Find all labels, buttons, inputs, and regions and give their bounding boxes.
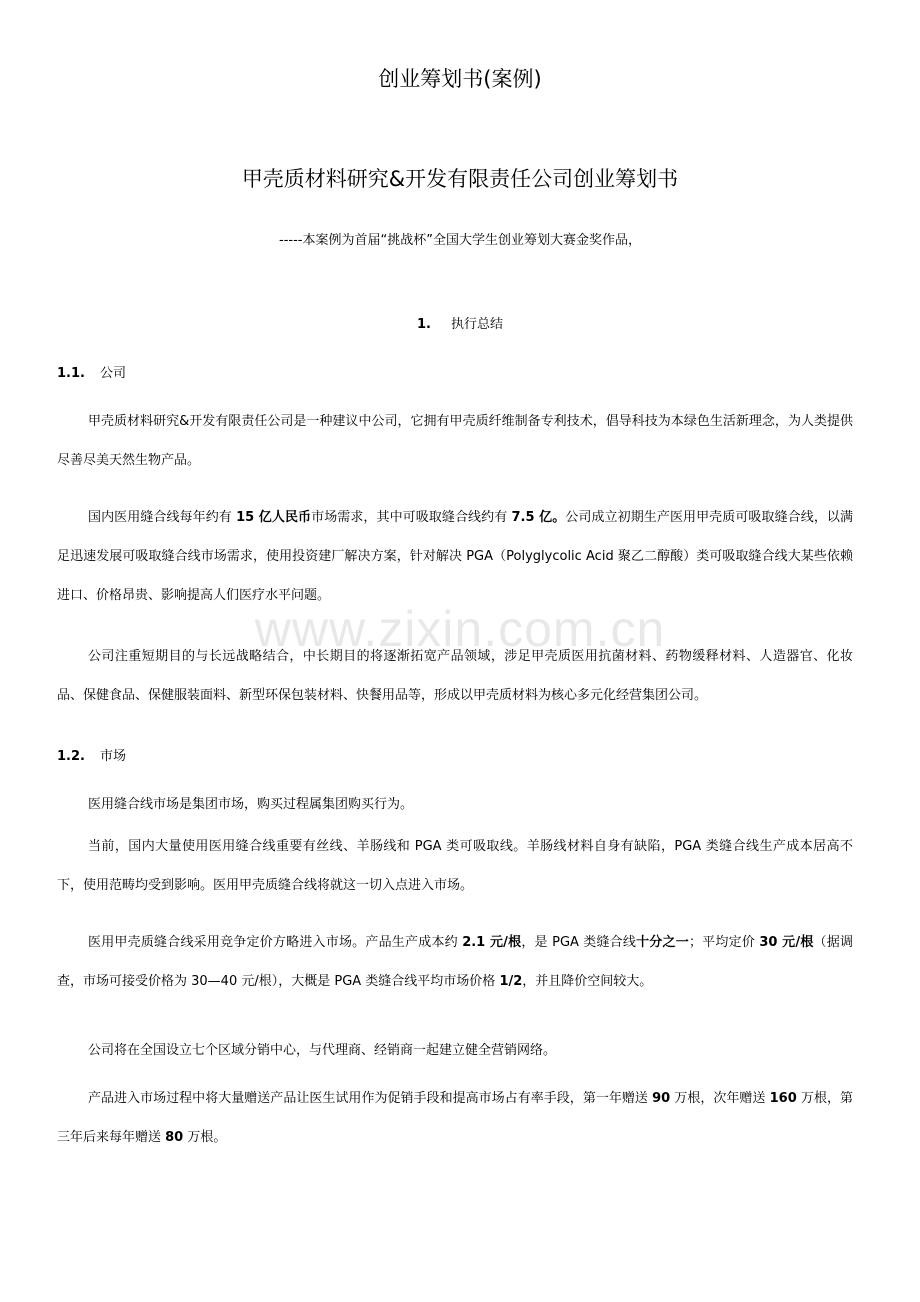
text-run: 国内医用缝合线每年约有 (88, 510, 237, 525)
subsection-heading-1-1 (57, 362, 126, 381)
text-bold: 1/2 (499, 974, 523, 989)
text-bold: 160 (769, 1091, 797, 1106)
text-bold: 90 (652, 1091, 671, 1106)
text-run: 万根，第三年后来每年赠送 (57, 1091, 853, 1145)
text-run: ，并且降价空间较大。 (522, 974, 653, 989)
text-bold: 15 亿人民币 (236, 510, 312, 525)
document-note: -----本案例为首届“挑战杯”全国大学生创业筹划大赛金奖作品， (279, 233, 641, 248)
paragraph-company-intro: 甲壳质材料研究&开发有限责任公司是一种建议中公司，它拥有甲壳质纤维制备专利技术，倡导科技为本绿色生活新理念，为人类提供尽善尽美天然生物产品。 (57, 414, 853, 468)
subsection-label: 市场 (100, 749, 127, 764)
text-run: 产品进入市场过程中将大量赠送产品让医生试用作为促销手段和提高市场占有率手段，第一年赠送 (88, 1091, 653, 1106)
text-run: ，是 PGA 类缝合线 (521, 935, 637, 950)
text-run: 公司成立初期生产医用甲壳质可吸取缝合线，以满足迅速发展可吸取缝合线市场需求，使用投资建厂解决方案，针对解决 PGA（Polyglycolic Acid 聚乙二醇酸）类可吸取缝合线大某些依赖进口、价格昂贵、影响提高人们医疗水平问题。 (57, 510, 853, 603)
section-label: 执行总结 (450, 317, 503, 332)
paragraph-strategy: 公司注重短期目的与长远战略结合，中长期目的将逐渐拓宽产品领域，涉足甲壳质医用抗菌材料、药物缓释材料、人造器官、化妆品、保健食品、保健服装面料、新型环保包装材料、快餐用品等，形成以甲壳质材料为核心多元化经营集团公司。 (57, 649, 853, 703)
text-bold: 2.1 元/根 (462, 935, 522, 950)
paragraph-group-market: 医用缝合线市场是集团市场，购买过程属集团购买行为。 (88, 797, 414, 812)
paragraph-distribution: 公司将在全国设立七个区域分销中心，与代理商、经销商一起建立健全营销网络。 (88, 1043, 557, 1058)
paragraph-current-situation: 当前，国内大量使用医用缝合线重要有丝线、羊肠线和 PGA 类可吸取线。羊肠线材料自身有缺陷，PGA 类缝合线生产成本居高不下，使用范畴均受到影响。医用甲壳质缝合线将就这一切入点进入市场。 (57, 839, 853, 893)
text-run: ；平均定价 (688, 935, 760, 950)
paragraph-promotion (57, 1079, 853, 1157)
text-run: 万根。 (183, 1130, 227, 1145)
subsection-number: 1.1. (57, 366, 85, 381)
text-bold: 80 (165, 1130, 184, 1145)
watermark: www.zixin.com.cn (254, 601, 666, 657)
text-run: 医用甲壳质缝合线采用竞争定价方略进入市场。产品生产成本约 (88, 935, 463, 950)
text-bold: 30 元/根 (759, 935, 814, 950)
document-subtitle: 甲壳质材料研究&开发有限责任公司创业筹划书 (241, 167, 679, 191)
text-run: 万根，次年赠送 (670, 1091, 770, 1106)
paragraph-market-demand (57, 498, 853, 615)
document-title: 创业筹划书(案例) (378, 67, 542, 91)
paragraph-pricing (57, 923, 853, 1001)
subsection-number: 1.2. (57, 749, 85, 764)
section-number: 1. (417, 317, 431, 332)
text-bold: 十分之一 (636, 935, 689, 950)
text-bold: 7.5 亿。 (511, 510, 566, 525)
section-heading-1 (0, 313, 920, 332)
subsection-heading-1-2 (57, 745, 126, 764)
text-run: 市场需求，其中可吸取缝合线约有 (311, 510, 512, 525)
text-run: （据调查，市场可接受价格为 30—40 元/根），大概是 PGA 类缝合线平均市场价格 (57, 935, 853, 989)
subsection-label: 公司 (100, 366, 127, 381)
